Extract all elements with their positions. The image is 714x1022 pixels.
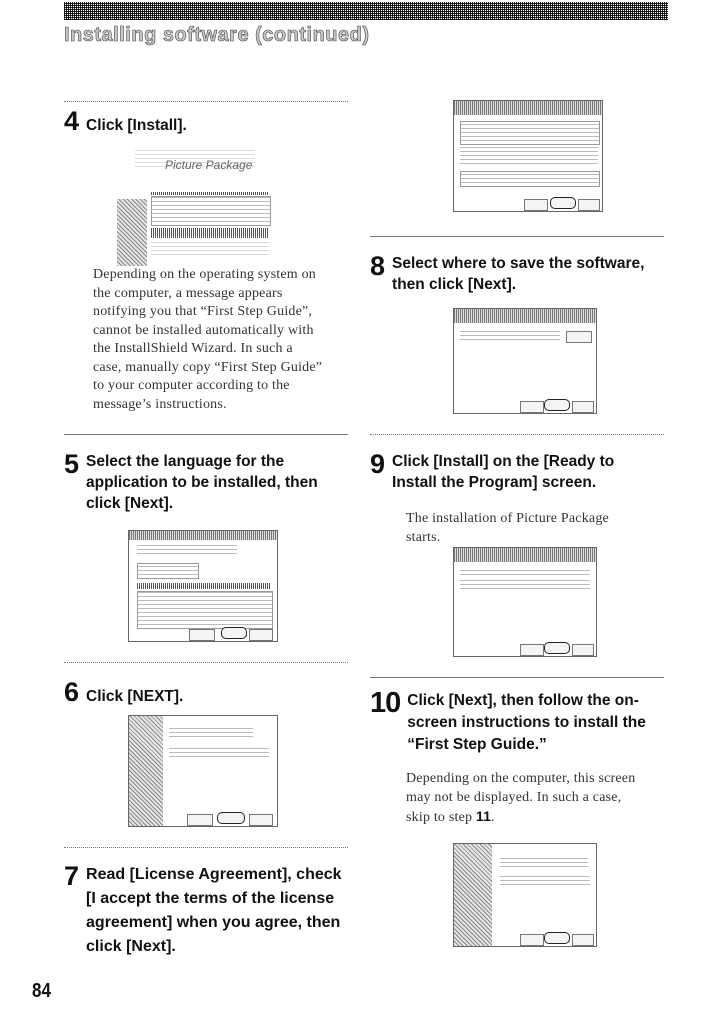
step-reference: 11	[475, 808, 492, 824]
divider	[64, 101, 348, 102]
step-title: Click [Install].	[86, 117, 187, 134]
step-title: Select the language for the application to be installed, then click [Next].	[86, 453, 318, 512]
step-7-screenshot	[453, 100, 603, 212]
step-number: 4	[64, 106, 80, 136]
step-number: 8	[370, 251, 386, 281]
step-title: Select where to save the software, then click [Next].	[392, 255, 645, 293]
step-number: 7	[64, 861, 80, 891]
step-9-screenshot	[453, 547, 597, 657]
step-5-screenshot	[128, 530, 278, 642]
step-number: 10	[370, 687, 401, 719]
step-9-heading	[370, 451, 660, 493]
step-8-screenshot	[453, 308, 597, 414]
header-band	[64, 2, 668, 20]
step-title: Click [Install] on the [Ready to Install the Program] screen.	[392, 453, 615, 491]
step-number: 5	[64, 449, 80, 479]
step-8-heading	[370, 253, 660, 295]
step-10-body-end: .	[491, 810, 495, 825]
divider	[370, 677, 664, 678]
step-number: 9	[370, 449, 386, 479]
step-10-screenshot	[453, 843, 597, 947]
step-number: 6	[64, 677, 80, 707]
divider	[64, 434, 348, 435]
divider	[64, 662, 348, 663]
step-title: Click [NEXT].	[86, 688, 184, 705]
screenshot-logo-text: Picture Package	[165, 158, 253, 172]
step-title: Click [Next], then follow the on-screen instructions to install the “First Step Guide.”	[407, 692, 646, 753]
page-number: 84	[32, 980, 51, 1002]
section-title: Installing software (continued)	[64, 24, 370, 46]
divider	[370, 236, 664, 237]
step-10-body-text: Depending on the computer, this screen may not be displayed. In such a case, skip to step	[406, 771, 636, 825]
step-6-heading	[64, 679, 346, 707]
step-4-body: Depending on the operating system on the computer, a message appears notifying you that “First Step Guide”, cannot be installed automatically with the InstallShield Wizard. In such a case, manually copy “First Step Guide” to your computer according to the message’s instructions.	[93, 267, 323, 412]
step-10-heading	[370, 687, 662, 756]
step-title: Read [License Agreement], check [I accept the terms of the license agreement] when you agree, then click [Next].	[86, 866, 342, 955]
step-5-heading	[64, 451, 346, 514]
step-7-heading	[64, 863, 349, 959]
divider	[64, 847, 348, 848]
step-9-body: The installation of Picture Package starts.	[406, 511, 609, 545]
divider	[370, 434, 664, 435]
step-4-screenshot	[117, 144, 277, 266]
step-4-heading	[64, 108, 354, 136]
step-6-screenshot	[128, 715, 278, 827]
step-10-body	[406, 770, 646, 828]
